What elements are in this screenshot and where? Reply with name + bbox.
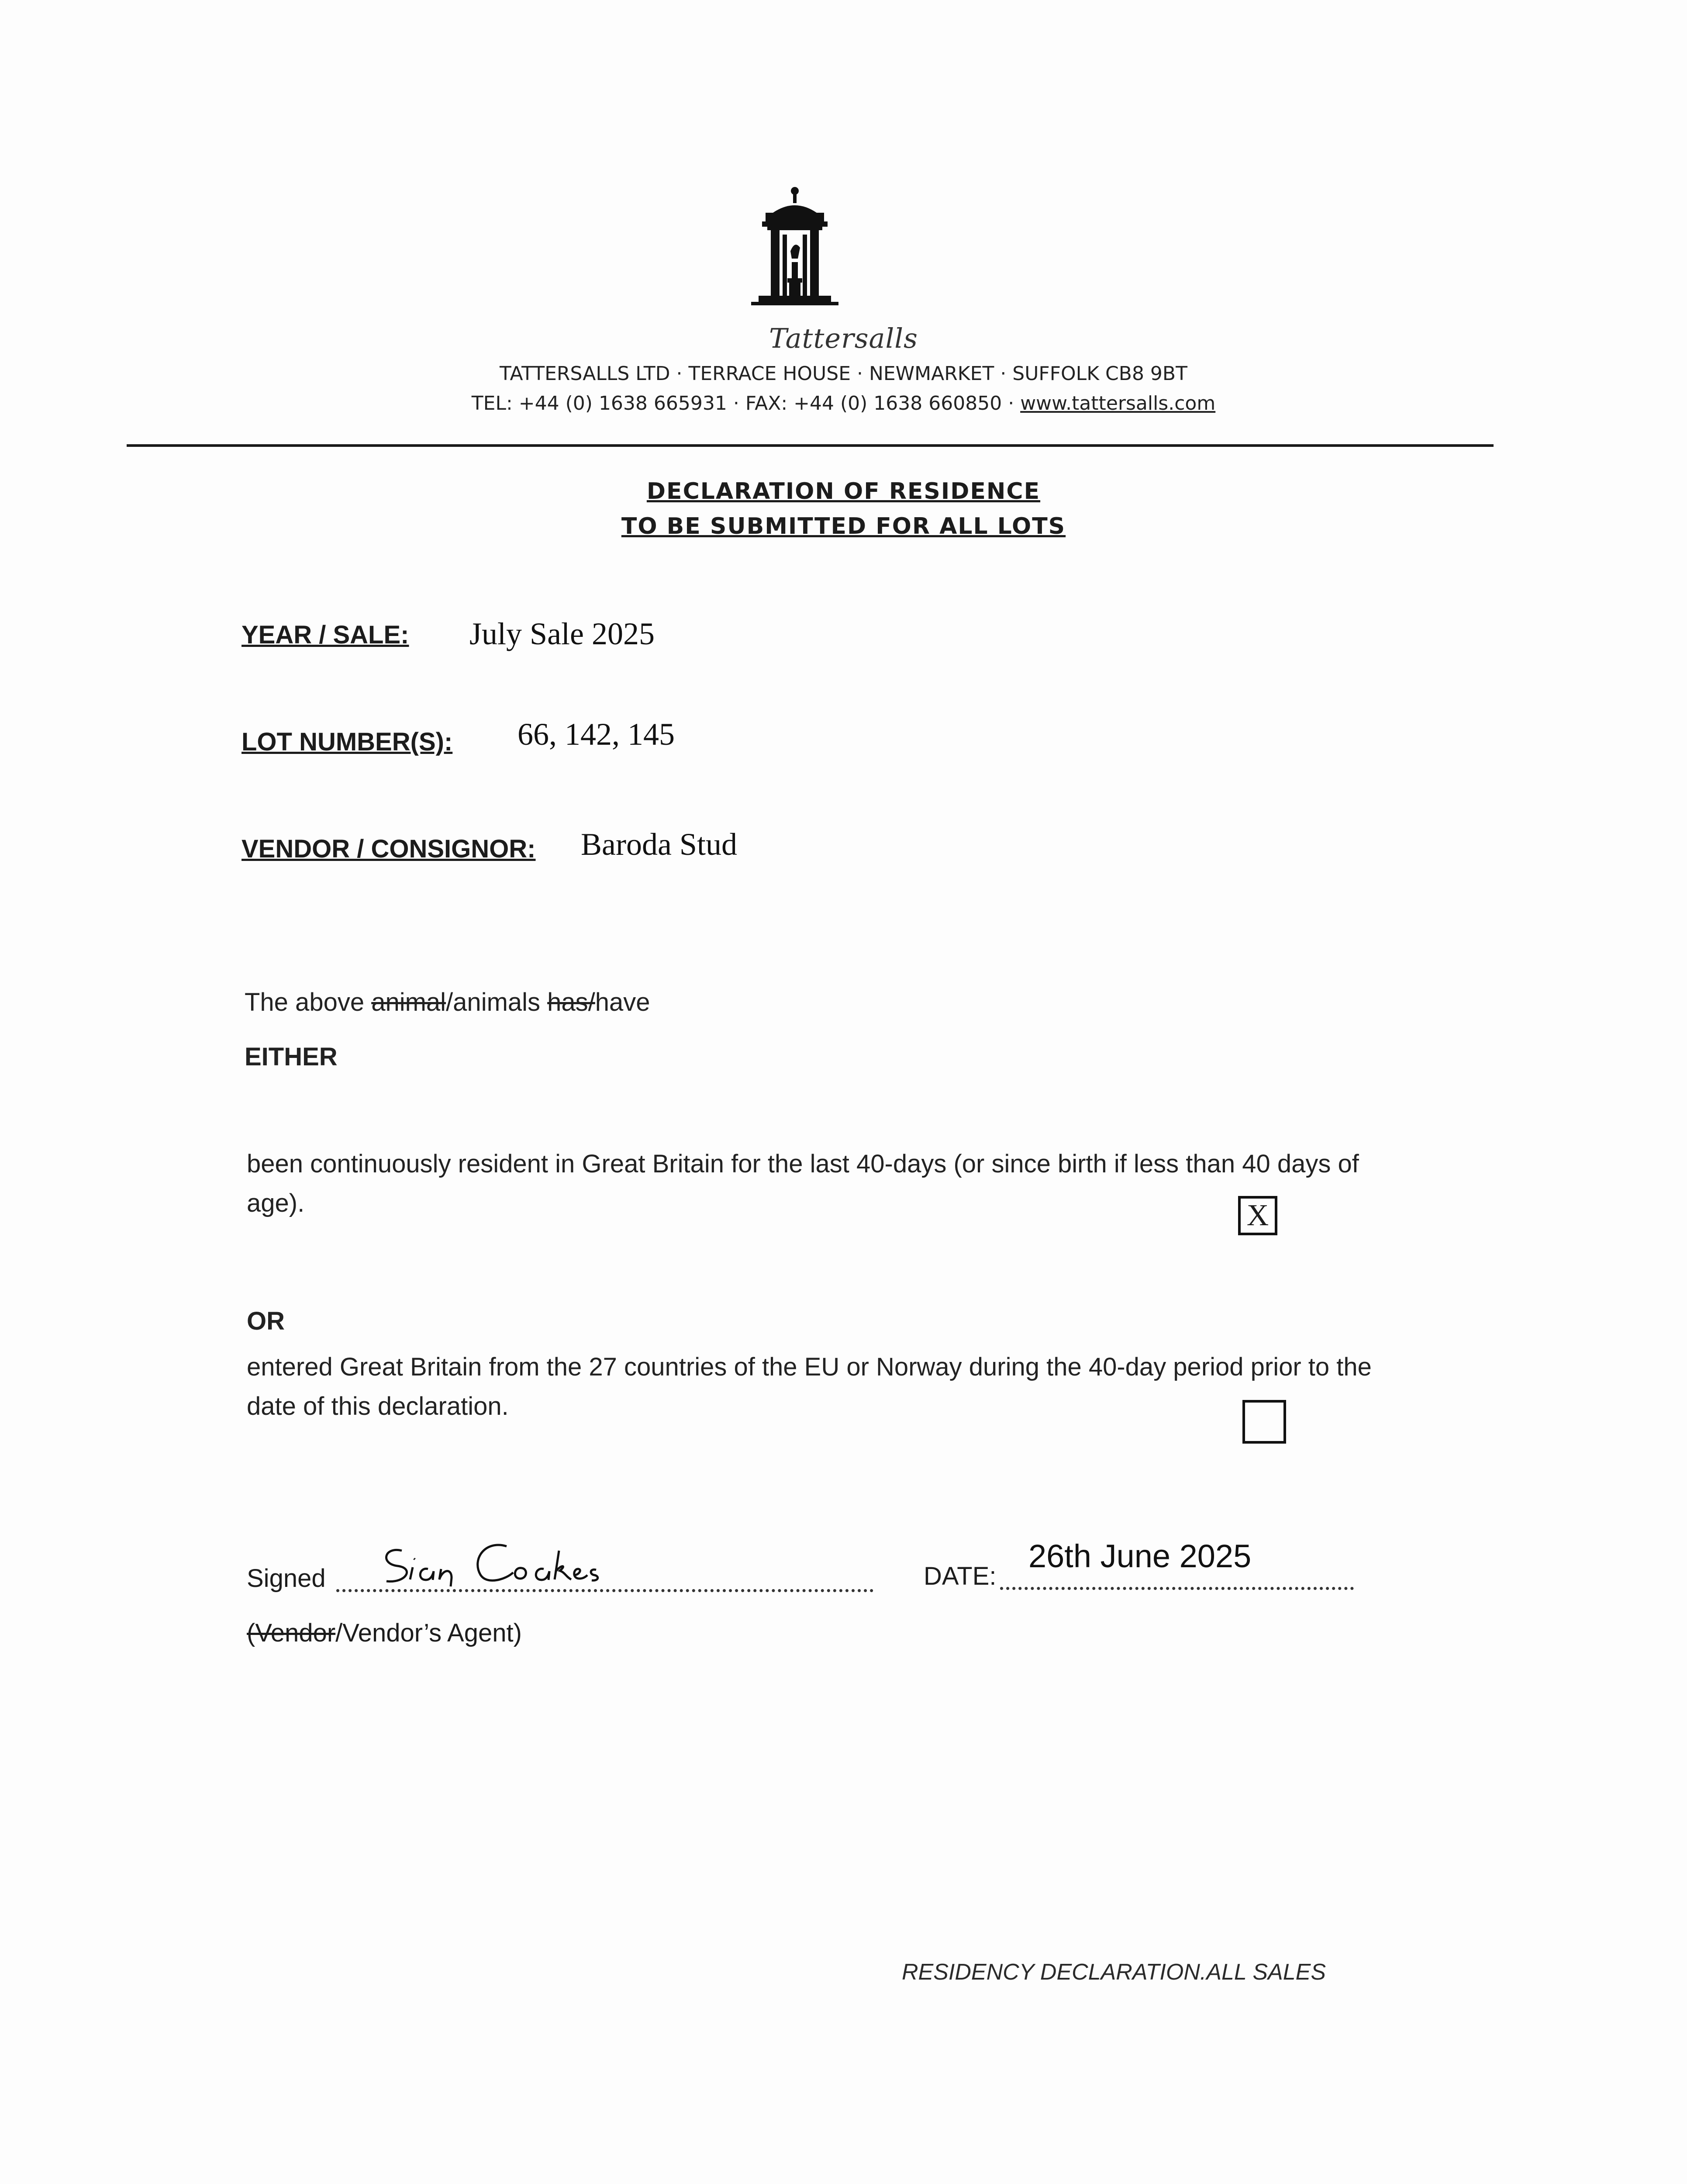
vendor-value[interactable]: Baroda Stud [581,827,737,862]
company-contact [0,392,1687,415]
lot-numbers-value[interactable]: 66, 142, 145 [517,717,675,752]
contact-numbers: TEL: +44 (0) 1638 665931 · FAX: +44 (0) 1638 660850 · [471,392,1021,415]
date-label: DATE: [924,1562,997,1590]
form-title: DECLARATION OF RESIDENCE [646,478,1041,505]
form-subtitle: TO BE SUBMITTED FOR ALL LOTS [621,513,1066,539]
website-link[interactable]: www.tattersalls.com [1020,392,1216,415]
signer-role [247,1618,522,1648]
statement-text: /animals [446,988,548,1016]
statement-text: have [595,988,650,1016]
brand-name: Tattersalls [769,322,918,354]
handwritten-signature [376,1533,655,1590]
header-divider [127,444,1494,447]
struck-word-animal: animal [371,988,446,1016]
tattersalls-logo [727,186,862,330]
company-address: TATTERSALLS LTD · TERRACE HOUSE · NEWMARKET · SUFFOLK CB8 9BT [500,363,1187,385]
role-text: /Vendor’s Agent) [335,1619,522,1647]
document-reference: RESIDENCY DECLARATION.ALL SALES [902,1959,1326,1985]
vendor-label: VENDOR / CONSIGNOR: [241,835,536,863]
option-2-text: entered Great Britain from the 27 countries of the EU or Norway during the 40-day period prior to the date of this declaration. [247,1353,1372,1420]
option-1-text: been continuously resident in Great Britain for the last 40-days (or since birth if less than 40 days of age). [247,1150,1359,1217]
date-value[interactable]: 26th June 2025 [1028,1538,1252,1574]
either-label: EITHER [245,1043,338,1071]
option-2-checkbox[interactable] [1242,1400,1286,1444]
residence-statement [245,983,650,1022]
or-label: OR [247,1307,285,1335]
signed-label: Signed [247,1564,326,1593]
statement-text: The above [245,988,372,1016]
lot-numbers-label: LOT NUMBER(S): [241,728,453,756]
struck-word-has: has/ [547,988,595,1016]
year-sale-value[interactable]: July Sale 2025 [469,616,655,651]
struck-word-vendor: (Vendor [247,1619,336,1647]
option-1-checkbox[interactable]: X [1238,1196,1277,1235]
year-sale-label: YEAR / SALE: [241,621,409,649]
